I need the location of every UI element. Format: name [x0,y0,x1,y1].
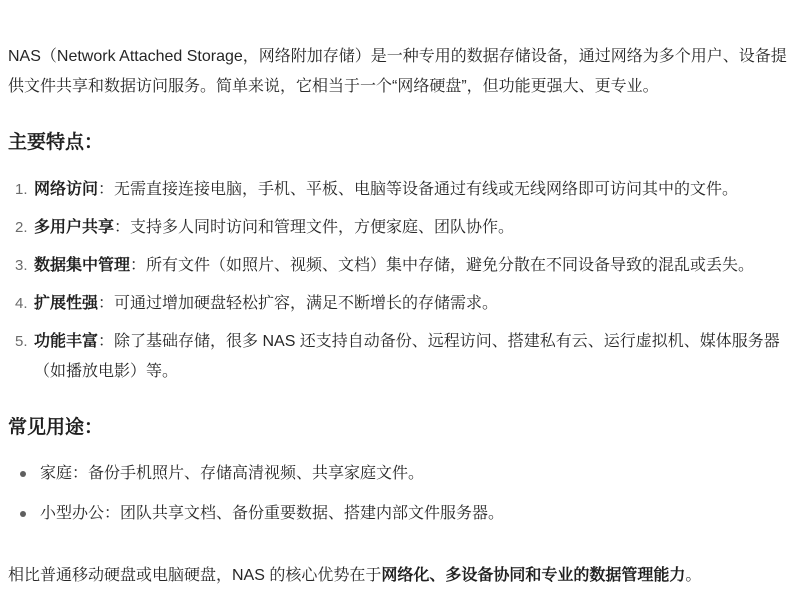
feature-term: 数据集中管理 [34,257,131,274]
feature-item [8,289,799,319]
feature-desc: ：所有文件（如照片、视频、文档）集中存储，避免分散在不同设备导致的混乱或丢失。 [130,257,755,274]
conclusion-prefix: 相比普通移动硬盘或电脑硬盘，NAS 的核心优势在于 [8,567,382,584]
use-item [8,499,799,529]
use-text: 小型办公：团队共享文档、备份重要数据、搭建内部文件服务器。 [40,505,505,522]
features-list [8,175,799,387]
conclusion-bold: 网络化、多设备协同和专业的数据管理能力 [381,567,686,584]
feature-text [34,289,799,319]
list-number: 4. [15,295,28,312]
bullet-icon [20,471,26,477]
list-number: 2. [15,219,28,236]
features-heading: 主要特点： [8,132,104,153]
conclusion-suffix: 。 [685,567,702,584]
feature-item [8,327,799,387]
feature-text [34,175,799,205]
intro-paragraph: NAS（Network Attached Storage，网络附加存储）是一种专用的数据存储设备，通过网络为多个用户、设备提供文件共享和数据访问服务。简单来说，它相当于一个“网络硬盘”，但功能更强大、更专业。 [8,48,787,95]
feature-term: 扩展性强 [34,295,99,312]
feature-text [34,251,799,281]
feature-item [8,213,799,243]
use-item [8,459,799,489]
list-number: 3. [15,257,28,274]
feature-desc: ：可通过增加硬盘轻松扩容，满足不断增长的存储需求。 [98,295,499,312]
conclusion-paragraph [8,561,799,591]
feature-item [8,175,799,205]
feature-desc: ：支持多人同时访问和管理文件，方便家庭、团队协作。 [114,219,515,236]
feature-text [34,327,799,387]
feature-desc: ：除了基础存储，很多 NAS 还支持自动备份、远程访问、搭建私有云、运行虚拟机、媒体服务器（如播放电影）等。 [34,333,780,380]
list-number: 1. [15,181,28,198]
use-text: 家庭：备份手机照片、存储高清视频、共享家庭文件。 [40,465,425,482]
feature-item [8,251,799,281]
feature-desc: ：无需直接连接电脑，手机、平板、电脑等设备通过有线或无线网络即可访问其中的文件。 [98,181,739,198]
feature-term: 多用户共享 [34,219,115,236]
bullet-icon [20,511,26,517]
feature-text [34,213,799,243]
feature-term: 功能丰富 [34,333,99,350]
uses-list [8,459,799,529]
feature-term: 网络访问 [34,181,99,198]
list-number: 5. [15,333,28,350]
uses-heading: 常见用途： [8,417,104,438]
